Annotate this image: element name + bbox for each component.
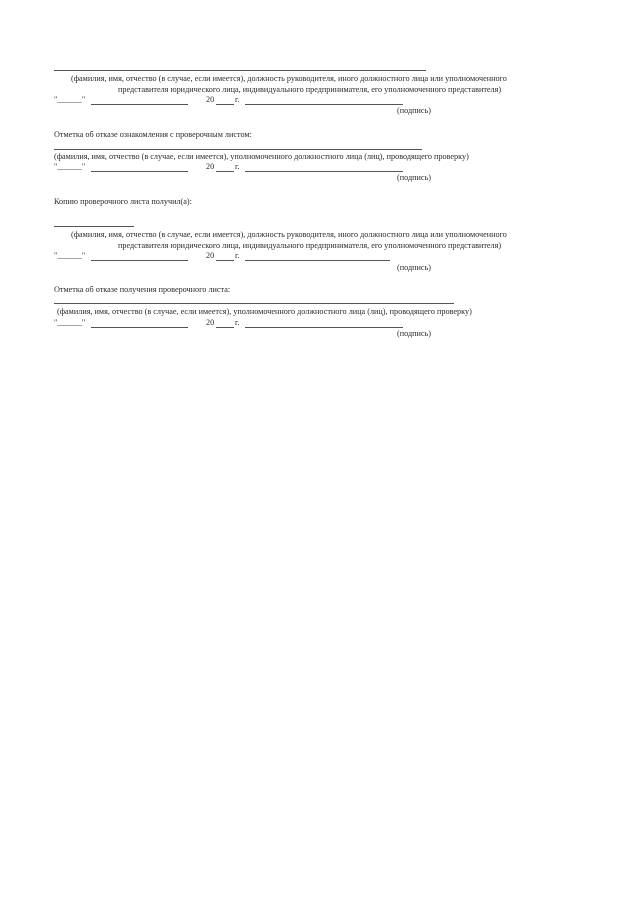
date-day: "______" <box>54 162 86 171</box>
date-day: "______" <box>54 318 86 327</box>
copy-received-heading: Копию проверочного листа получил(а): <box>54 197 192 206</box>
name-line <box>54 70 426 71</box>
date-month-line <box>91 171 188 172</box>
date-day: "______" <box>54 251 86 260</box>
signature-line <box>245 104 403 105</box>
date-day: "______" <box>54 95 86 104</box>
date-year-suffix: г. <box>235 251 240 260</box>
signature-line <box>245 171 403 172</box>
name-caption-line1: (фамилия, имя, отчество (в случае, если имеется), должность руководителя, иного должностного лица или уполномоченного <box>71 230 507 239</box>
name-caption-line1: (фамилия, имя, отчество (в случае, если имеется), должность руководителя, иного должностного лица или уполномоченного <box>71 74 507 83</box>
signature-line <box>245 260 390 261</box>
name-caption-line1: (фамилия, имя, отчество (в случае, если имеется), уполномоченного должностного лица (лиц), проводящего проверку) <box>57 307 472 316</box>
name-line <box>54 303 454 304</box>
signature-label: (подпись) <box>397 173 431 182</box>
date-year-line <box>216 171 234 172</box>
date-year-prefix: 20 <box>206 95 215 104</box>
date-year-prefix: 20 <box>206 318 215 327</box>
signature-label: (подпись) <box>397 329 431 338</box>
date-year-suffix: г. <box>235 95 240 104</box>
signature-line <box>245 327 403 328</box>
date-year-line <box>216 327 234 328</box>
signature-label: (подпись) <box>397 106 431 115</box>
refusal-receive-heading: Отметка об отказе получения проверочного листа: <box>54 285 231 294</box>
date-month-line <box>91 260 188 261</box>
name-line <box>54 149 422 150</box>
date-year-line <box>216 260 234 261</box>
refusal-familiarize-heading: Отметка об отказе ознакомления с проверочным листом: <box>54 130 252 139</box>
name-caption-line1: (фамилия, имя, отчество (в случае, если имеется), уполномоченного должностного лица (лиц), проводящего проверку) <box>54 152 469 161</box>
date-year-prefix: 20 <box>206 251 215 260</box>
date-month-line <box>91 104 188 105</box>
name-caption-line2: представителя юридического лица, индивидуального предпринимателя, его уполномоченного представителя) <box>118 85 502 94</box>
date-year-prefix: 20 <box>206 162 215 171</box>
date-month-line <box>91 327 188 328</box>
date-year-line <box>216 104 234 105</box>
date-year-suffix: г. <box>235 162 240 171</box>
name-line <box>54 226 134 227</box>
name-caption-line2: представителя юридического лица, индивидуального предпринимателя, его уполномоченного представителя) <box>118 241 502 250</box>
signature-label: (подпись) <box>397 263 431 272</box>
date-year-suffix: г. <box>235 318 240 327</box>
